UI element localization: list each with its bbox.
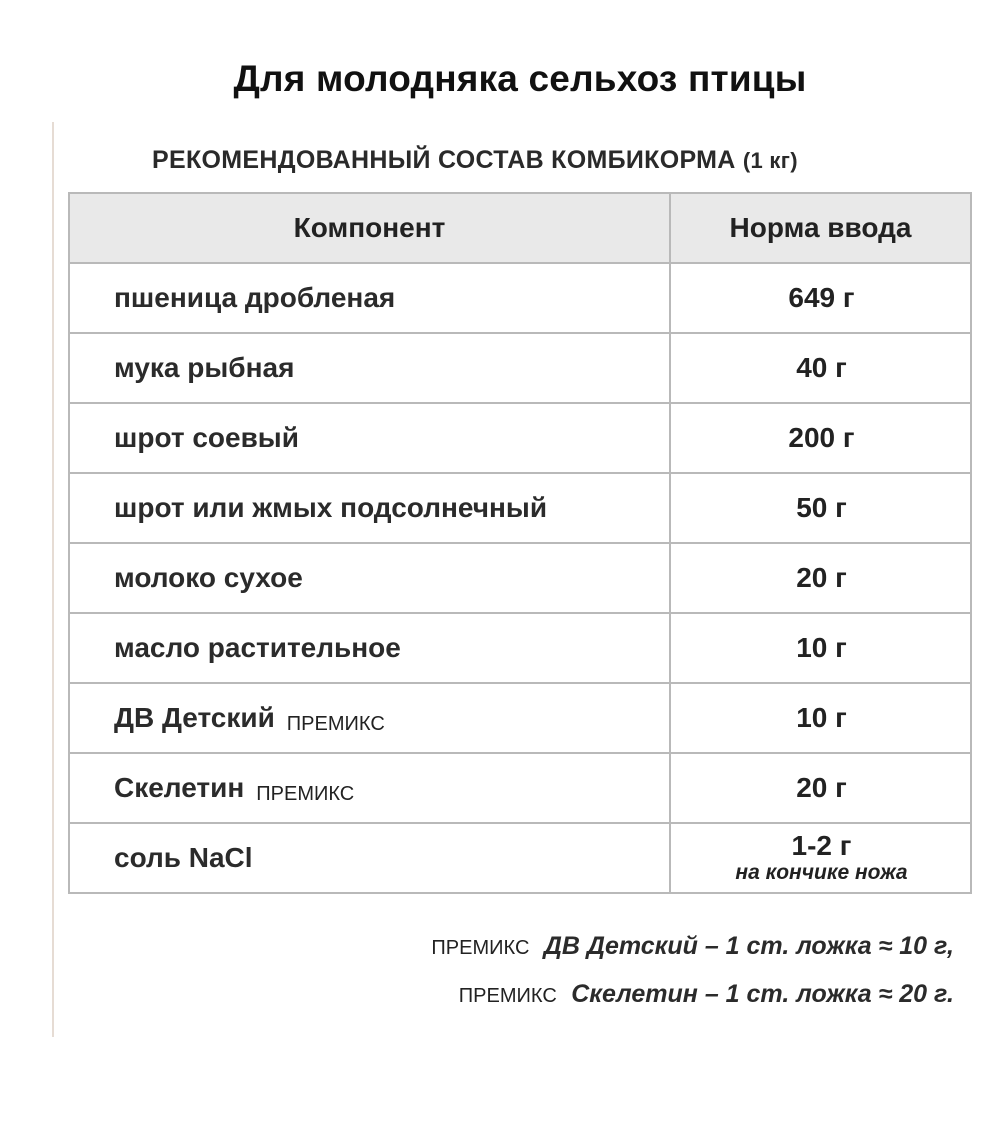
footnote-text: ДВ Детский – 1 ст. ложка ≈ 10 г, xyxy=(543,932,954,960)
amount-value: 20 г xyxy=(796,562,847,593)
component-name: шрот соевый xyxy=(114,422,299,453)
component-cell xyxy=(69,333,670,403)
component-name: масло растительное xyxy=(114,632,401,663)
amount-cell xyxy=(670,263,971,333)
subtitle-unit: (1 кг) xyxy=(742,148,798,173)
table-row xyxy=(69,543,971,613)
amount-value: 10 г xyxy=(796,632,847,663)
component-cell xyxy=(69,263,670,333)
component-name: Скелетин xyxy=(114,772,245,803)
amount-cell xyxy=(670,683,971,753)
component-cell xyxy=(69,753,670,823)
left-divider xyxy=(52,122,54,1037)
table-header-row xyxy=(69,193,971,263)
amount-cell xyxy=(670,753,971,823)
amount-cell xyxy=(670,473,971,543)
page-title: Для молодняка сельхоз птицы xyxy=(233,58,807,99)
component-cell xyxy=(69,823,670,893)
component-name: пшеница дробленая xyxy=(114,282,396,313)
amount-value: 50 г xyxy=(796,492,847,523)
footnote xyxy=(431,976,954,1024)
component-name: соль NaCl xyxy=(114,842,253,873)
amount-value: 1-2 г xyxy=(791,830,852,861)
component-name: молоко сухое xyxy=(114,562,303,593)
component-cell xyxy=(69,403,670,473)
table-body xyxy=(69,263,971,893)
premix-tag: ПРЕМИКС xyxy=(256,783,355,805)
amount-value: 20 г xyxy=(796,772,847,803)
table-row xyxy=(69,823,971,893)
component-name: шрот или жмых подсолнечный xyxy=(114,492,548,523)
table-subtitle xyxy=(152,146,798,175)
footnote xyxy=(431,928,954,976)
component-cell xyxy=(69,473,670,543)
amount-cell xyxy=(670,543,971,613)
component-cell xyxy=(69,683,670,753)
subtitle-text: РЕКОМЕНДОВАННЫЙ СОСТАВ КОМБИКОРМА xyxy=(152,146,736,174)
table-row xyxy=(69,753,971,823)
table-row xyxy=(69,613,971,683)
component-cell xyxy=(69,543,670,613)
amount-cell xyxy=(670,403,971,473)
component-cell xyxy=(69,613,670,683)
header-amount: Норма ввода xyxy=(670,193,971,263)
table-row xyxy=(69,473,971,543)
footnote-tag: ПРЕМИКС xyxy=(431,937,530,959)
premix-tag: ПРЕМИКС xyxy=(286,713,385,735)
table-row xyxy=(69,683,971,753)
component-name: мука рыбная xyxy=(114,352,295,383)
amount-value: 10 г xyxy=(796,702,847,733)
footnote-tag: ПРЕМИКС xyxy=(458,985,557,1007)
amount-note: на кончике ножа xyxy=(735,861,908,884)
component-name: ДВ Детский xyxy=(114,702,275,733)
table-row xyxy=(69,403,971,473)
amount-value: 200 г xyxy=(788,422,855,453)
amount-cell xyxy=(670,613,971,683)
composition-table xyxy=(68,192,972,894)
amount-cell xyxy=(670,823,971,893)
amount-value: 649 г xyxy=(788,282,855,313)
header-component: Компонент xyxy=(69,193,670,263)
footnotes xyxy=(431,928,954,1024)
table-row xyxy=(69,333,971,403)
amount-cell xyxy=(670,333,971,403)
footnote-text: Скелетин – 1 ст. ложка ≈ 20 г. xyxy=(571,980,954,1008)
amount-value: 40 г xyxy=(796,352,847,383)
table-row xyxy=(69,263,971,333)
